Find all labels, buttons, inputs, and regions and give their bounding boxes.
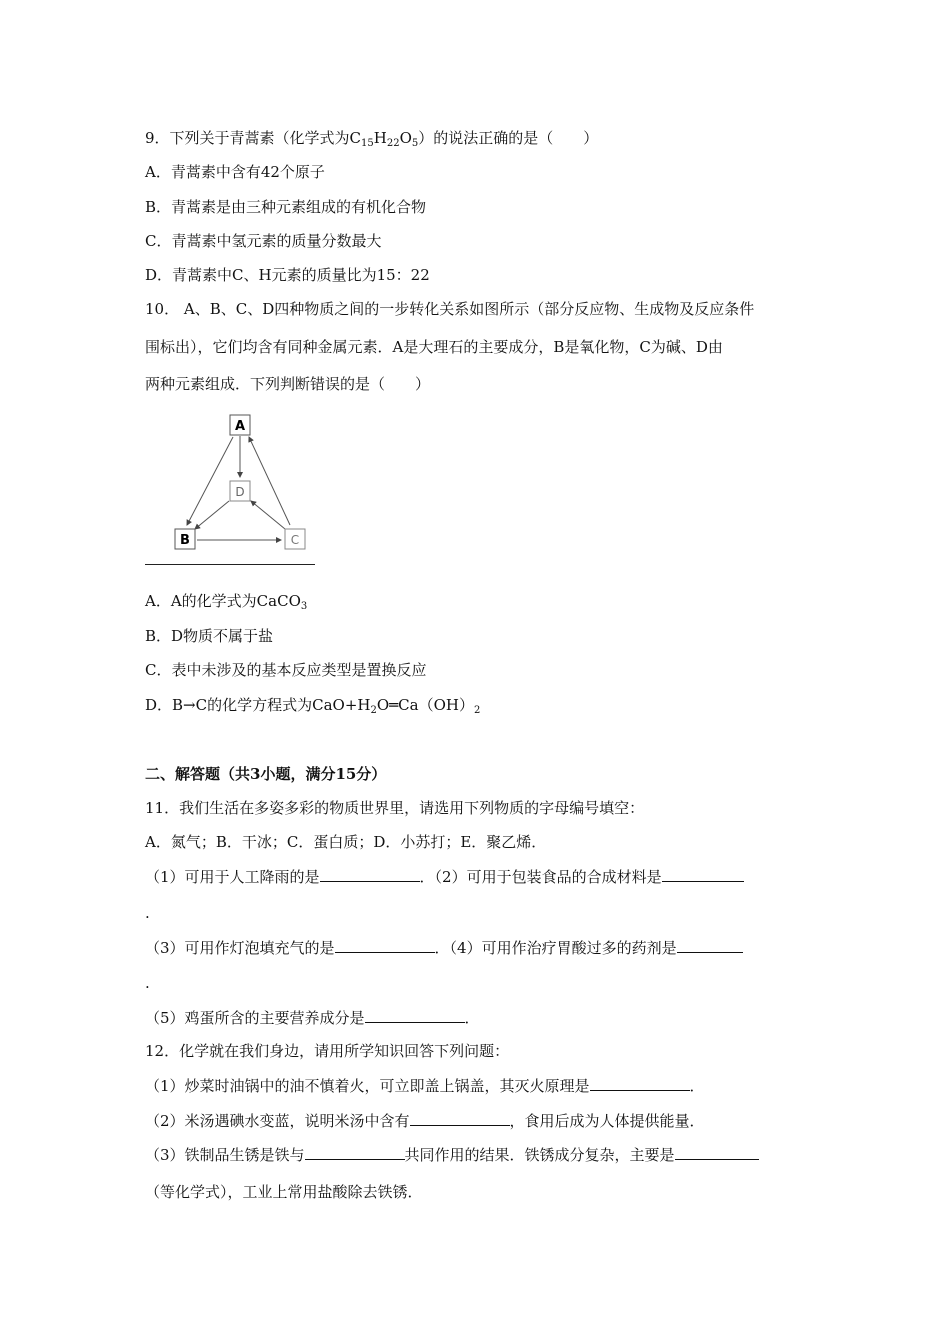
q10-stem-line-3: 两种元素组成．下列判断错误的是（ ） [145, 375, 431, 393]
answer-blank [677, 937, 743, 953]
arrow-a-to-b [187, 437, 233, 525]
section-heading: 二、解答题（共3小题，满分15分） [145, 765, 387, 783]
q10-option-c: C．表中未涉及的基本反应类型是置换反应 [145, 661, 427, 679]
q10-stem-line-1: 10． A、B、C、D四种物质之间的一步转化关系如图所示（部分反应物、生成物及反应条件 [145, 300, 755, 318]
answer-blank [675, 1144, 759, 1160]
q11-dot-2: . [145, 974, 150, 992]
q9-stem: 9．下列关于青蒿素（化学式为$C_{15}H_{22}O_5$）的说法正确的是（ ） [145, 129, 599, 149]
answer-blank [305, 1144, 405, 1160]
svg-text:A: A [234, 419, 246, 434]
q10-option-b: B．D物质不属于盐 [145, 627, 274, 645]
q11-part-1-2: （1）可用于人工降雨的是 ．（2）可用于包装食品的合成材料是 [145, 866, 744, 887]
answer-blank [410, 1110, 510, 1126]
answer-blank [662, 866, 744, 882]
arrow-c-to-d [251, 501, 285, 529]
q10-option-a: A．A的化学式为CaCO$_3$ [145, 592, 308, 612]
q12-part-3-cont: （等化学式），工业上常用盐酸除去铁锈． [145, 1183, 423, 1201]
answer-blank [335, 937, 435, 953]
q12-part-2: （2）米汤遇碘水变蓝，说明米汤中含有 ，食用后成为人体提供能量． [145, 1112, 705, 1130]
q11-dot-1: . [145, 904, 150, 922]
arrow-d-to-b [195, 501, 229, 529]
node-a [230, 415, 250, 435]
q9-option-b: B．青蒿素是由三种元素组成的有机化合物 [145, 198, 427, 216]
node-b [175, 529, 195, 549]
node-d [230, 481, 250, 501]
q9-option-c: C．青蒿素中氢元素的质量分数最大 [145, 232, 382, 250]
q11-stem: 11．我们生活在多姿多彩的物质世界里，请选用下列物质的字母编号填空： [145, 799, 645, 817]
arrow-c-to-a [249, 437, 290, 525]
diagram-underline [145, 564, 315, 565]
q12-part-1: （1）炒菜时油锅中的油不慎着火，可立即盖上锅盖，其灭火原理是 ． [145, 1077, 705, 1095]
answer-blank [590, 1075, 690, 1091]
q11-choices: A．氮气；B．干冰；C．蛋白质；D．小苏打；E．聚乙烯． [145, 833, 547, 851]
answer-blank [320, 866, 420, 882]
q12-part-3: （3）铁制品生锈是铁与 共同作用的结果．铁锈成分复杂，主要是 [145, 1144, 759, 1165]
svg-text:C: C [290, 533, 300, 547]
q9-option-d: D．青蒿素中C、H元素的质量比为15：22 [145, 266, 430, 284]
svg-text:B: B [180, 533, 190, 548]
answer-blank [365, 1007, 465, 1023]
q9-option-a: A．青蒿素中含有42个原子 [145, 163, 325, 181]
q10-option-d: D．B→C的化学方程式为$CaO+H_2O═Ca(OH)_2$ [145, 696, 481, 716]
q11-part-3-4: （3）可用作灯泡填充气的是 ．（4）可用作治疗胃酸过多的药剂是 [145, 937, 743, 958]
svg-text:D: D [235, 485, 245, 499]
q10-stem-line-2: 围标出），它们均含有同种金属元素．A是大理石的主要成分，B是氧化物，C为碱、D由 [145, 338, 723, 356]
q11-part-5: （5）鸡蛋所含的主要营养成分是 ． [145, 1009, 480, 1027]
q12-stem: 12．化学就在我们身边，请用所学知识回答下列问题： [145, 1042, 510, 1060]
conversion-diagram [145, 405, 320, 565]
node-c [285, 529, 305, 549]
